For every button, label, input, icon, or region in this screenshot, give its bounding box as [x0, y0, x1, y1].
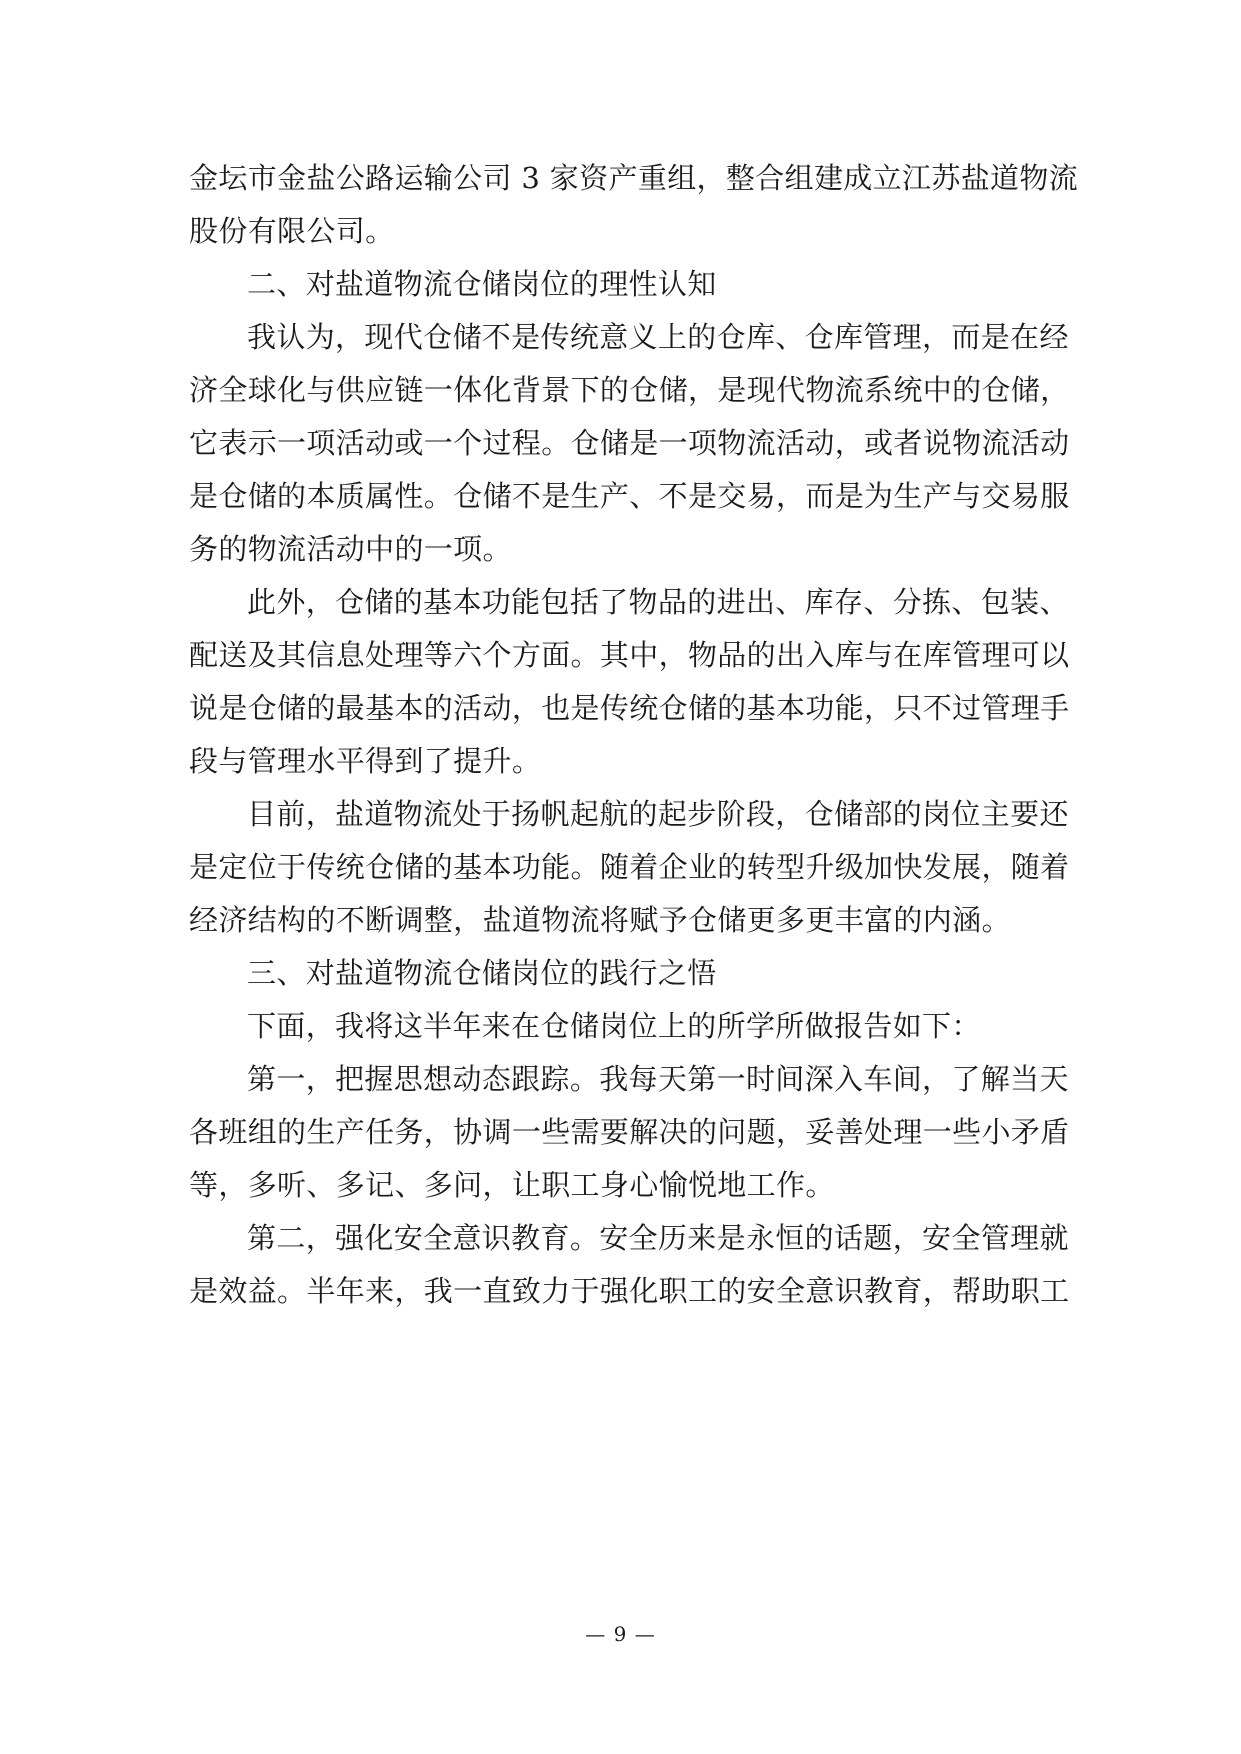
text-line: 是仓储的本质属性。仓储不是生产、不是交易，而是为生产与交易服 — [189, 479, 1070, 513]
text-line: 段与管理水平得到了提升。 — [189, 744, 542, 778]
text-line: 务的物流活动中的一项。 — [189, 532, 512, 566]
page-number: — 9 — — [585, 1622, 656, 1646]
text-line: 各班组的生产任务，协调一些需要解决的问题，妥善处理一些小矛盾 — [189, 1115, 1070, 1149]
text-line: 配送及其信息处理等六个方面。其中，物品的出入库与在库管理可以 — [189, 638, 1070, 672]
text-line: 是效益。半年来，我一直致力于强化职工的安全意识教育，帮助职工 — [189, 1274, 1070, 1308]
text-line: 二、对盐道物流仓储岗位的理性认知 — [247, 267, 717, 301]
text-line: 我认为，现代仓储不是传统意义上的仓库、仓库管理，而是在经 — [247, 320, 1069, 354]
text-line: 目前，盐道物流处于扬帆起航的起步阶段，仓储部的岗位主要还 — [247, 797, 1069, 831]
text-line: 它表示一项活动或一个过程。仓储是一项物流活动，或者说物流活动 — [189, 426, 1070, 460]
text-line: 经济结构的不断调整，盐道物流将赋予仓储更多更丰富的内涵。 — [189, 903, 1011, 937]
text-line: 说是仓储的最基本的活动，也是传统仓储的基本功能，只不过管理手 — [189, 691, 1070, 725]
text-line: 三、对盐道物流仓储岗位的践行之悟 — [247, 956, 717, 990]
document-body — [189, 152, 1079, 1318]
text-line: 第一，把握思想动态跟踪。我每天第一时间深入车间，了解当天 — [247, 1062, 1069, 1096]
text-line: 济全球化与供应链一体化背景下的仓储，是现代物流系统中的仓储， — [189, 373, 1070, 407]
text-line: 此外，仓储的基本功能包括了物品的进出、库存、分拣、包装、 — [247, 585, 1069, 619]
text-line: 是定位于传统仓储的基本功能。随着企业的转型升级加快发展，随着 — [189, 850, 1070, 884]
text-line: 第二，强化安全意识教育。安全历来是永恒的话题，安全管理就 — [247, 1221, 1069, 1255]
text-line: 金坛市金盐公路运输公司 3 家资产重组，整合组建成立江苏盐道物流 — [189, 161, 1079, 195]
text-line: 下面，我将这半年来在仓储岗位上的所学所做报告如下： — [247, 1009, 981, 1043]
text-line: 等，多听、多记、多问，让职工身心愉悦地工作。 — [189, 1168, 835, 1202]
text-line: 股份有限公司。 — [189, 214, 395, 248]
